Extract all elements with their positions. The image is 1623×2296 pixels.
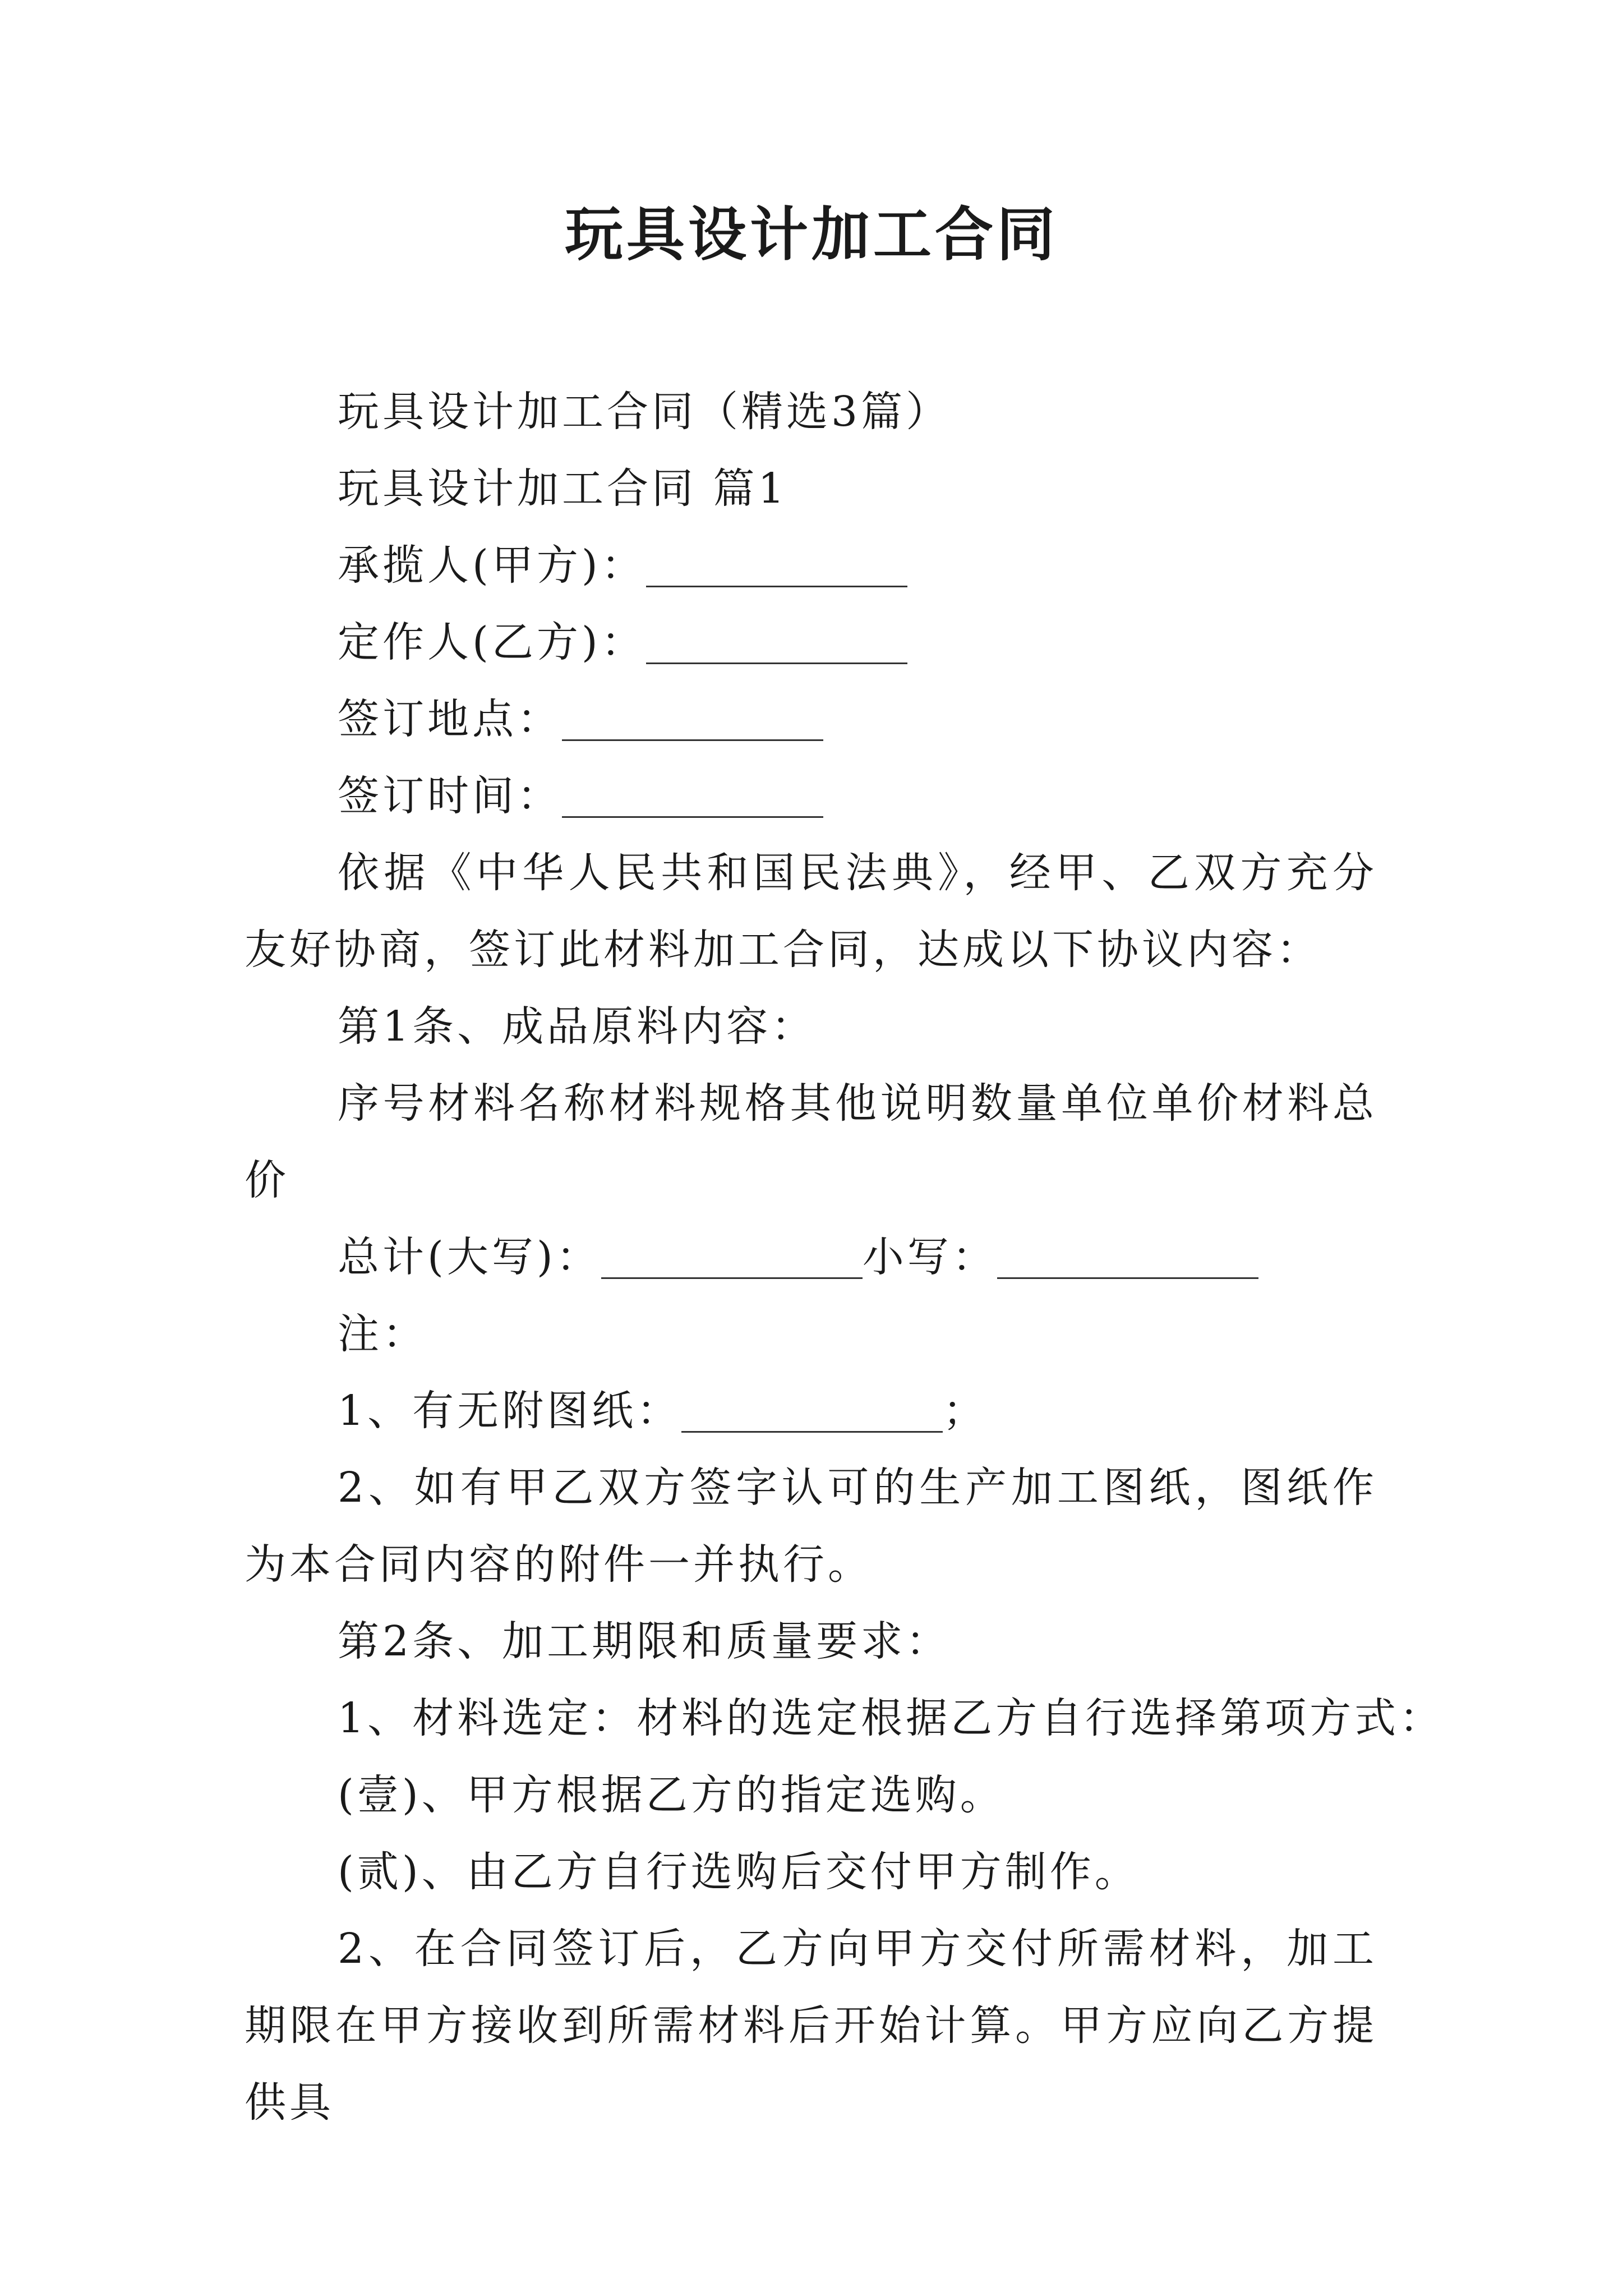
section-heading: 玩具设计加工合同 篇1: [338, 464, 788, 513]
party-b-line: [245, 604, 1377, 681]
drawings-end: ；: [943, 1387, 988, 1435]
signing-time-line: [245, 758, 1377, 835]
option-one-line: (壹)、甲方根据乙方的指定选购。: [338, 1771, 1005, 1819]
total-lower-blank: [997, 1236, 1258, 1279]
material-table-header: 序号材料名称材料规格其他说明数量单位单价材料总价: [245, 1079, 1377, 1204]
total-lower-label: 小写：: [862, 1233, 997, 1281]
party-b-label: 定作人(乙方)：: [338, 618, 646, 666]
party-a-blank: [646, 544, 907, 587]
processing-period-paragraph: 2、在合同签订后，乙方向甲方交付所需材料，加工期限在甲方接收到所需材料后开始计算。甲方应向乙方提供具: [245, 1925, 1377, 2127]
note-heading: 注：: [338, 1310, 427, 1358]
party-a-label: 承揽人(甲方)：: [338, 541, 646, 590]
total-line: [245, 1219, 1377, 1296]
drawings-note-paragraph: 2、如有甲乙双方签字认可的生产加工图纸，图纸作为本合同内容的附件一并执行。: [245, 1464, 1377, 1589]
signing-place-label: 签订地点：: [338, 695, 562, 743]
document-title: 玩具设计加工合同: [564, 200, 1058, 269]
drawings-label: 1、有无附图纸：: [338, 1387, 682, 1435]
document-body: [245, 374, 1445, 2141]
total-upper-blank: [601, 1236, 863, 1279]
signing-time-label: 签订时间：: [338, 772, 562, 820]
signing-place-blank: [562, 698, 823, 741]
party-b-blank: [646, 621, 907, 664]
material-selection-line: 1、材料选定：材料的选定根据乙方自行选择第项方式：: [338, 1694, 1445, 1742]
option-two-line: (贰)、由乙方自行选购后交付甲方制作。: [338, 1848, 1140, 1896]
drawings-blank: [681, 1389, 943, 1433]
article-1-heading: 第1条、成品原料内容：: [338, 1002, 817, 1051]
preamble-paragraph: 依据《中华人民共和国民法典》，经甲、乙双方充分友好协商，签订此材料加工合同，达成以下协议内容：: [245, 849, 1377, 974]
signing-place-line: [245, 681, 1377, 758]
article-2-heading: 第2条、加工期限和质量要求：: [338, 1617, 951, 1665]
signing-time-blank: [562, 775, 823, 818]
drawings-line: [245, 1373, 1377, 1450]
party-a-line: [245, 527, 1377, 604]
subtitle-line: 玩具设计加工合同（精选3篇）: [338, 388, 951, 436]
total-upper-label: 总计(大写)：: [338, 1233, 601, 1281]
